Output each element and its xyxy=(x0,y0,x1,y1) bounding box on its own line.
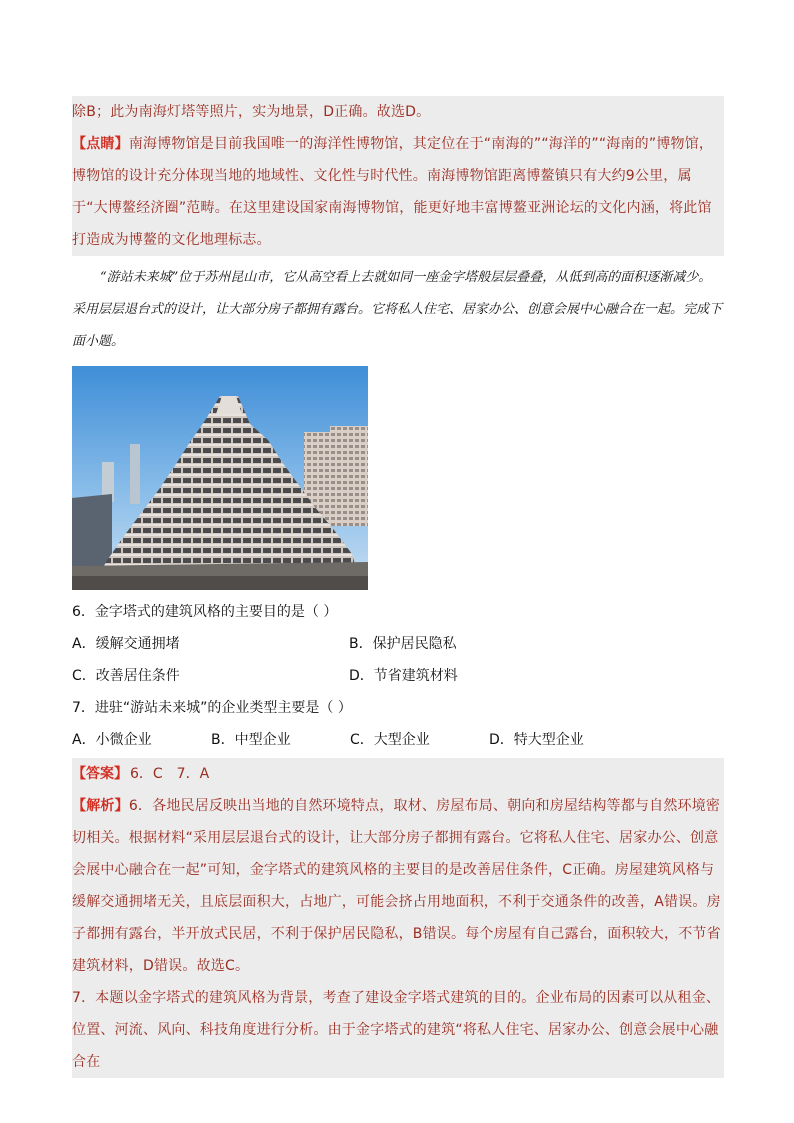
answer-tag: 【答案】 xyxy=(72,766,128,782)
q6-option-c: C．改善居住条件 xyxy=(72,668,180,684)
analysis-section xyxy=(72,790,724,1078)
q6-option-d: D．节省建筑材料 xyxy=(349,668,458,684)
question-6-options-row-1 xyxy=(72,628,724,660)
q7-option-d: D．特大型企业 xyxy=(489,732,584,748)
question-7-stem: 7．进驻“游站未来城”的企业类型主要是（ ） xyxy=(72,700,352,716)
question-6-options-row-2 xyxy=(72,660,724,692)
analysis-text-1: 6．各地民居反映出当地的自然环境特点，取材、房屋布局、朝向和房屋结构等都与自然环境密切相关。根据材料“采用层层退台式的设计，让大部分房子都拥有露台。它将私人住宅、居家办公、创意会展中心融合在一起”可知，金字塔式的建筑风格的主要目的是改善居住条件，C正确。房屋建筑风格与缓解交通拥堵无关，且底层面积大，占地广，可能会挤占用地面积，不利于交通条件的改善，A错误。房子都拥有露台，半开放式民居，不利于保护居民隐私，B错误。每个房屋有自己露台，面积较大，不节省建筑材料，D错误。故选C。 xyxy=(72,798,721,974)
q7-option-a: A．小微企业 xyxy=(72,732,152,748)
previous-analysis-line: 除B；此为南海灯塔等照片，实为地景，D正确。故选D。 xyxy=(72,104,431,120)
q6-option-b: B．保护居民隐私 xyxy=(349,636,457,652)
q7-option-b: B．中型企业 xyxy=(211,732,291,748)
q7-option-c: C．大型企业 xyxy=(350,732,430,748)
answer-text: 6．C 7．A xyxy=(130,766,210,782)
document-page xyxy=(72,96,724,1078)
question-7-options xyxy=(72,724,724,756)
previous-analysis-tail xyxy=(72,96,724,128)
analysis-paragraph-1 xyxy=(72,790,724,982)
analysis-paragraph-2: 7．本题以金字塔式的建筑风格为背景，考查了建设金字塔式建筑的目的。企业布局的因素可以从租金、位置、河流、风向、科技角度进行分析。由于金字塔式的建筑“将私人住宅、居家办公、创意会展中心融合在 xyxy=(72,990,721,1070)
reading-passage: “游站未来城”位于苏州昆山市，它从高空看上去就如同一座金字塔般层层叠叠，从低到高的面积逐渐减少。采用层层退台式的设计，让大部分房子都拥有露台。它将私人住宅、居家办公、创意会展中心融合在一起。完成下面小题。 xyxy=(72,270,723,349)
dianjing-paragraph xyxy=(72,128,724,256)
dianjing-section xyxy=(72,128,724,256)
dianjing-tag: 【点睛】 xyxy=(72,136,129,152)
analysis-tag: 【解析】 xyxy=(72,798,129,814)
q6-option-a: A．缓解交通拥堵 xyxy=(72,636,180,652)
answer-section xyxy=(72,758,724,790)
dianjing-text: 南海博物馆是目前我国唯一的海洋性博物馆，其定位在于“南海的”“海洋的”“海南的”博物馆，博物馆的设计充分体现当地的地域性、文化性与时代性。南海博物馆距离博鳌镇只有大约9公里，属于“大博鳌经济圈”范畴。在这里建设国家南海博物馆，能更好地丰富博鳌亚洲论坛的文化内涵，将此馆打造成为博鳌的文化地理标志。 xyxy=(72,136,714,248)
pyramid-building-photo xyxy=(72,366,368,590)
question-6-stem: 6．金字塔式的建筑风格的主要目的是（ ） xyxy=(72,604,338,620)
